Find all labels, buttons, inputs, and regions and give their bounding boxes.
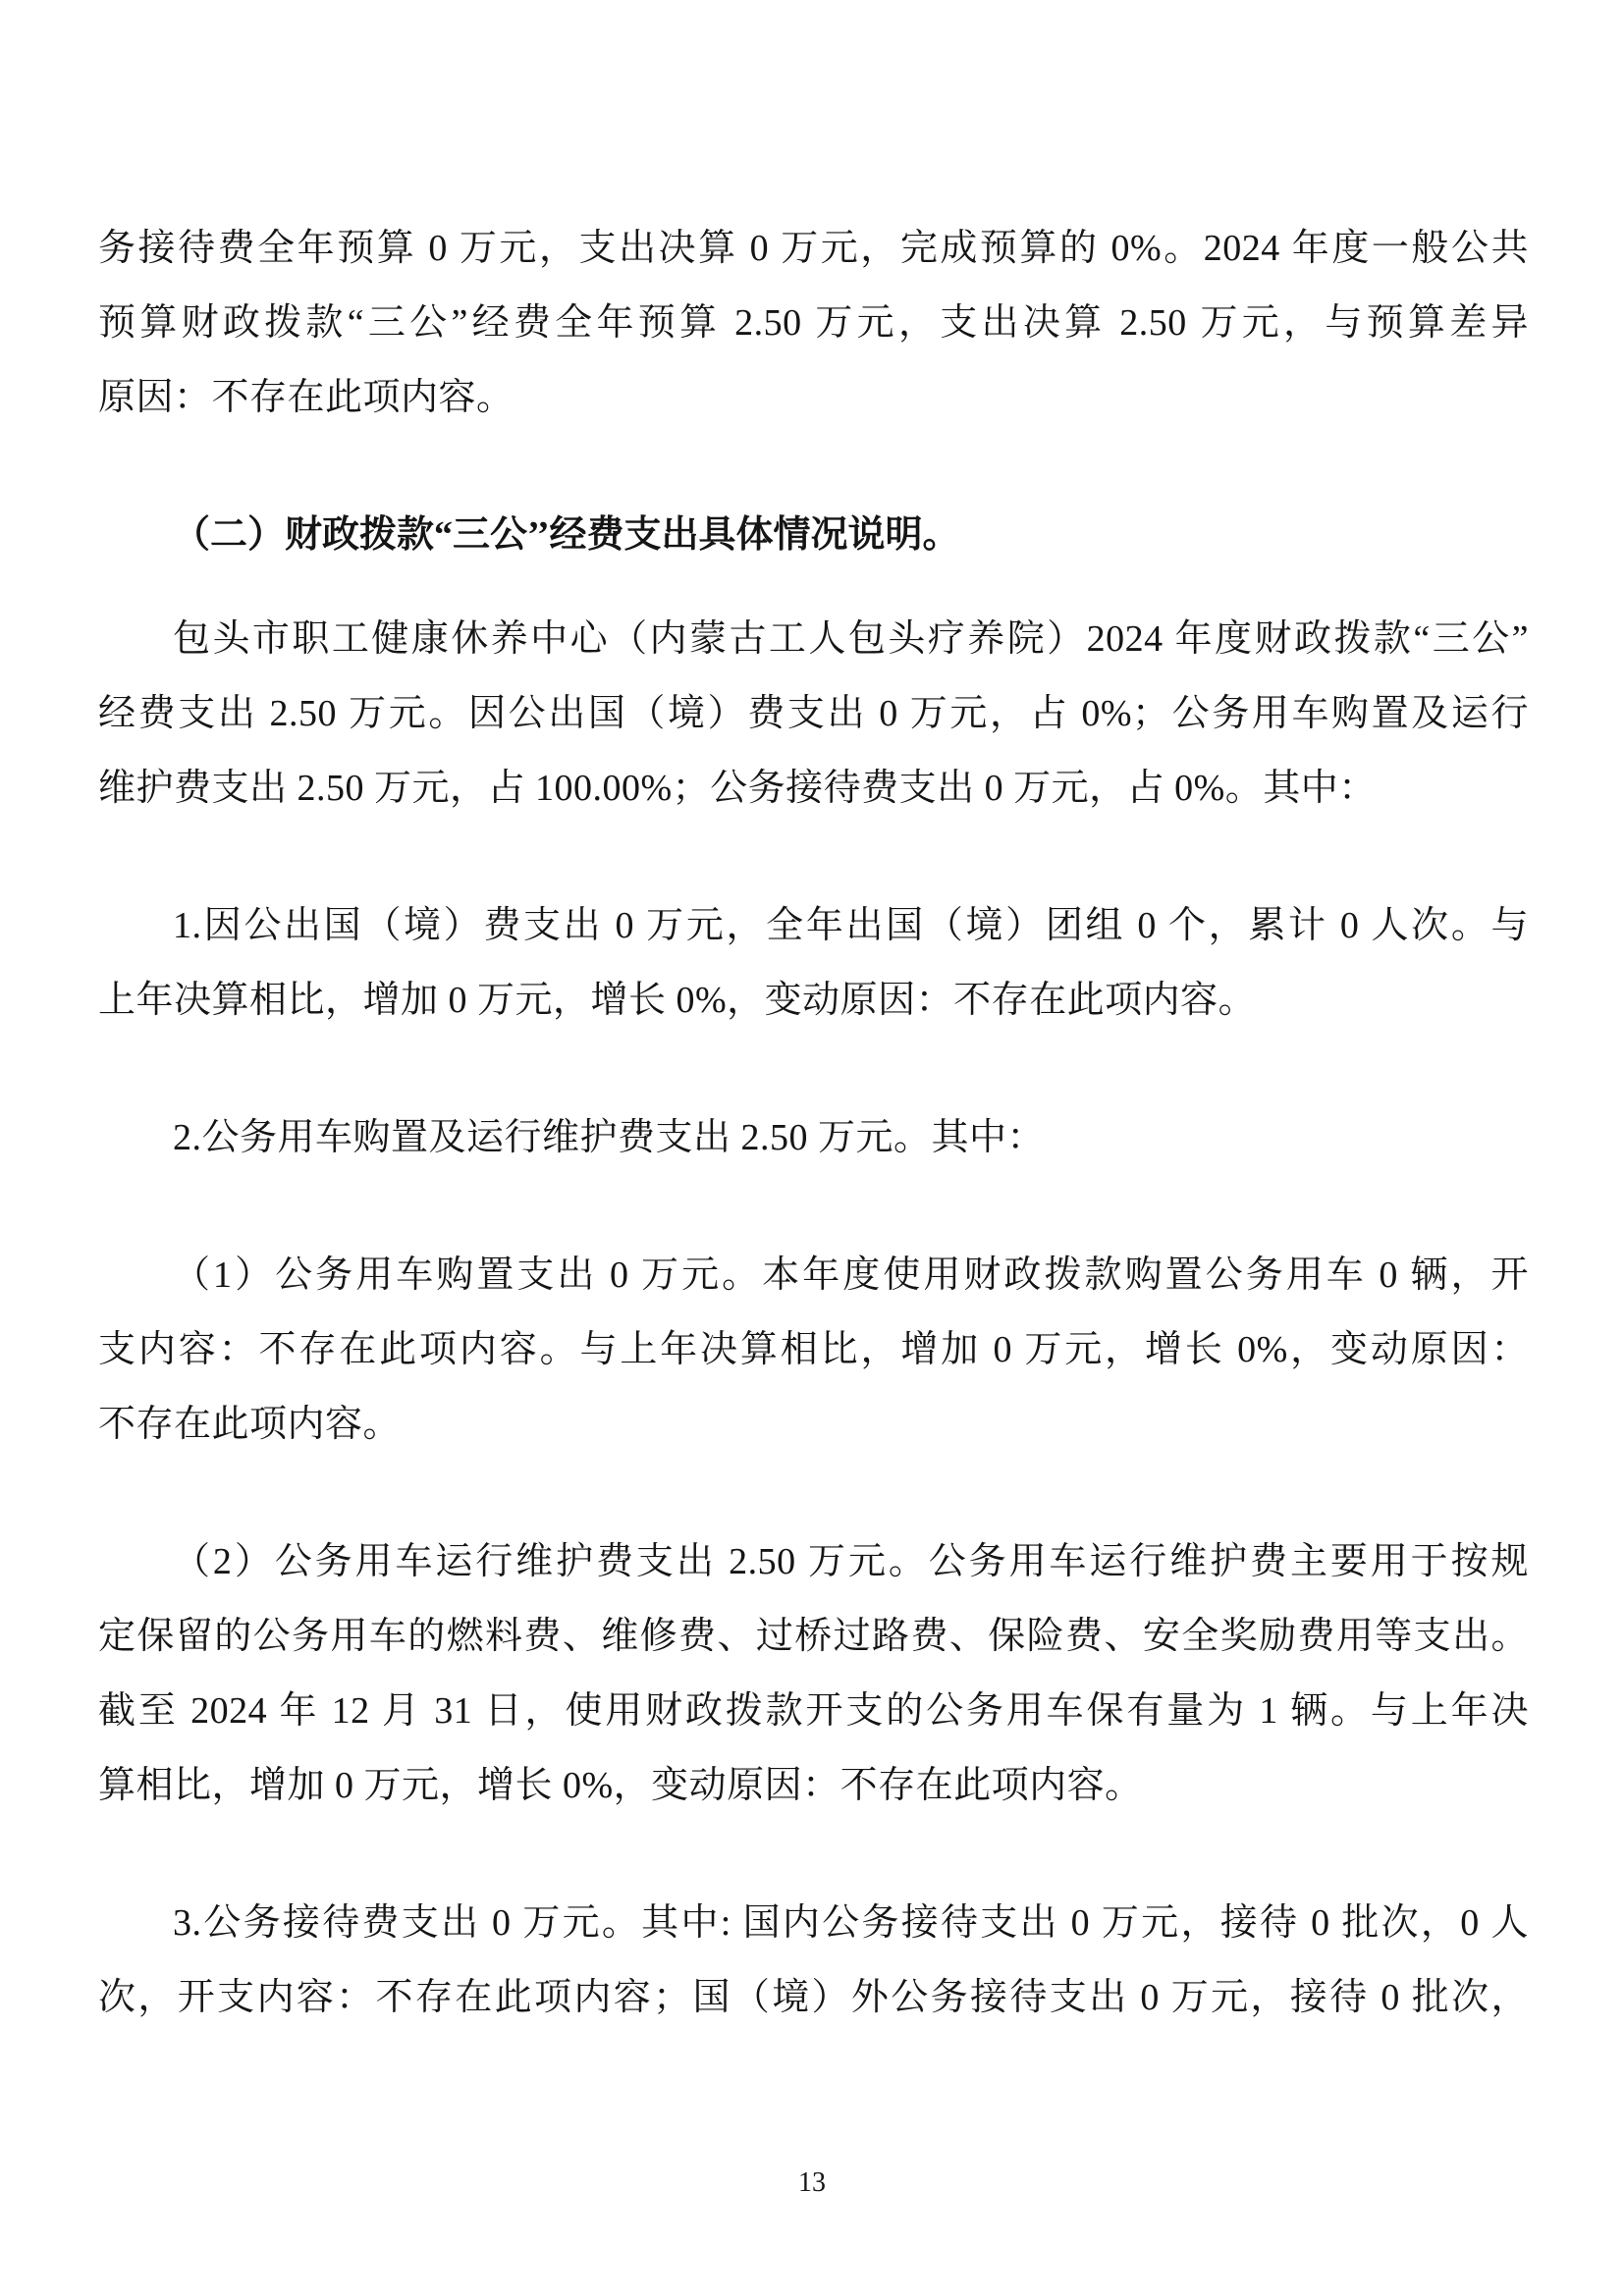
text-line: 支内容：不存在此项内容。与上年决算相比，增加 0 万元，增长 0%，变动原因： (98, 1329, 1529, 1370)
text-line: 算相比，增加 0 万元，增长 0%，变动原因：不存在此项内容。 (98, 1765, 1143, 1806)
text-line: 不存在此项内容。 (98, 1404, 402, 1445)
text-line: （2）公务用车运行维护费支出 2.50 万元。公务用车运行维护费主要用于按规 (173, 1541, 1529, 1582)
page-number: 13 (798, 2167, 826, 2198)
text-line: 1.因公出国（境）费支出 0 万元，全年出国（境）团组 0 个，累计 0 人次。与 (173, 905, 1529, 946)
text-line: 2.公务用车购置及运行维护费支出 2.50 万元。其中： (173, 1117, 1046, 1158)
text-line: 定保留的公务用车的燃料费、维修费、过桥过路费、保险费、安全奖励费用等支出。 (98, 1616, 1529, 1657)
paragraph-vehicle-maintenance (98, 1524, 1529, 1823)
page-footer (0, 2158, 1624, 2201)
section-heading: （二）财政拨款“三公’’经费支出具体情况说明。 (173, 514, 960, 556)
text-line: 务接待费全年预算 0 万元，支出决算 0 万元，完成预算的 0%。2024 年度一般公共 (98, 228, 1529, 269)
paragraph-vehicle-total (98, 1100, 1529, 1175)
text-line: 截至 2024 年 12 月 31 日，使用财政拨款开支的公务用车保有量为 1 辆。与上年决 (98, 1690, 1529, 1732)
text-line: 经费支出 2.50 万元。因公出国（境）费支出 0 万元，占 0%；公务用车购置及运行 (98, 693, 1529, 734)
text-line: 原因：不存在此项内容。 (98, 377, 514, 418)
text-line: （1）公务用车购置支出 0 万元。本年度使用财政拨款购置公务用车 0 辆，开 (173, 1255, 1529, 1296)
paragraph-budget-vs-final (98, 211, 1529, 435)
text-line: 包头市职工健康休养中心（内蒙古工人包头疗养院）2024 年度财政拨款“三公” (173, 618, 1529, 660)
text-line: 次，开支内容：不存在此项内容；国（境）外公务接待支出 0 万元，接待 0 批次， (98, 1977, 1529, 2018)
text-line: 维护费支出 2.50 万元，占 100.00%；公务接待费支出 0 万元，占 0%。其中： (98, 768, 1377, 809)
text-line: 3.公务接待费支出 0 万元。其中: 国内公务接待支出 0 万元，接待 0 批次，0 人 (173, 1902, 1529, 1944)
paragraph-abroad-expense (98, 888, 1529, 1038)
text-line: 上年决算相比，增加 0 万元，增长 0%，变动原因：不存在此项内容。 (98, 980, 1257, 1021)
paragraph-three-public-overview (98, 602, 1529, 826)
paragraph-reception-expense (98, 1886, 1529, 2035)
paragraph-vehicle-purchase (98, 1238, 1529, 1462)
text-line: 预算财政拨款“三公”经费全年预算 2.50 万元，支出决算 2.50 万元，与预算差异 (98, 302, 1529, 344)
